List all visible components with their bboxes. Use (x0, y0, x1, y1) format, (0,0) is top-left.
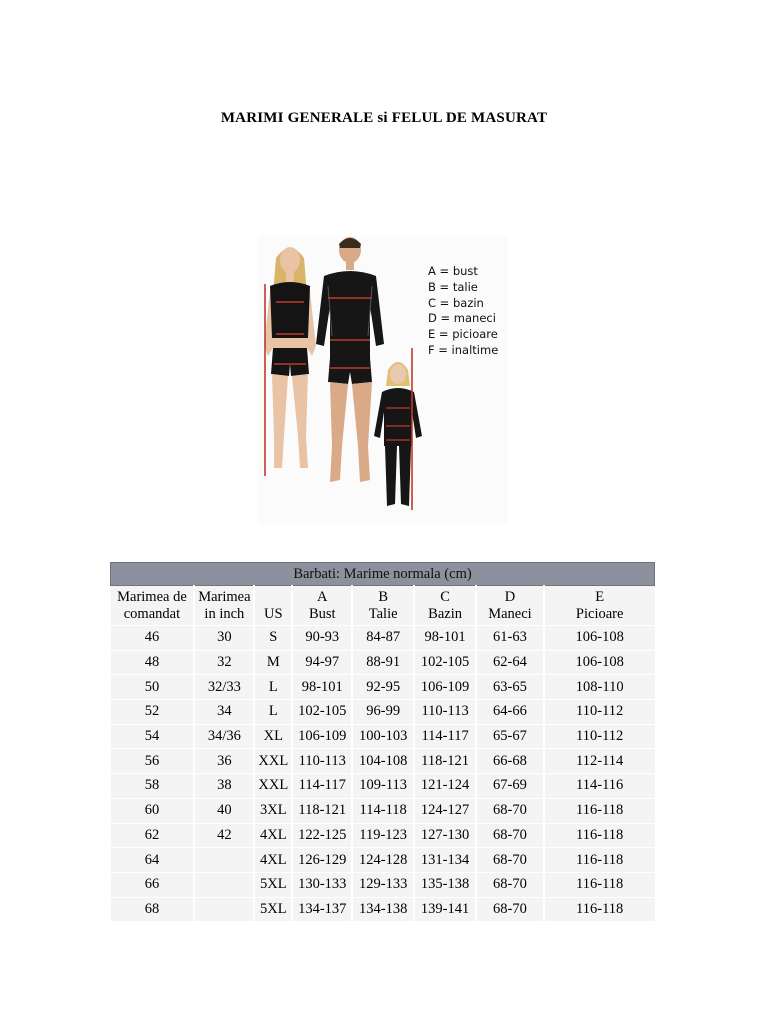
cell-inch-size: 36 (194, 749, 254, 774)
cell-sleeves: 64-66 (476, 700, 544, 725)
cell-hips: 114-117 (414, 724, 476, 749)
cell-us-size: XL (254, 724, 292, 749)
cell-bust: 134-137 (292, 897, 352, 922)
cell-order-size: 68 (111, 897, 195, 922)
cell-inch-size: 38 (194, 774, 254, 799)
cell-order-size: 52 (111, 700, 195, 725)
header-bust: A Bust (292, 586, 352, 626)
cell-bust: 122-125 (292, 823, 352, 848)
cell-waist: 119-123 (352, 823, 414, 848)
cell-inch-size: 32/33 (194, 675, 254, 700)
table-row (111, 724, 655, 749)
cell-legs: 106-108 (544, 626, 655, 651)
cell-waist: 104-108 (352, 749, 414, 774)
table-row (111, 823, 655, 848)
table-caption-row (111, 563, 655, 586)
cell-order-size: 64 (111, 848, 195, 873)
table-row (111, 774, 655, 799)
cell-inch-size: 32 (194, 650, 254, 675)
cell-bust: 102-105 (292, 700, 352, 725)
table-row (111, 897, 655, 922)
cell-waist: 92-95 (352, 675, 414, 700)
cell-us-size: L (254, 700, 292, 725)
cell-hips: 98-101 (414, 626, 476, 651)
cell-bust: 110-113 (292, 749, 352, 774)
table-row (111, 700, 655, 725)
cell-hips: 131-134 (414, 848, 476, 873)
cell-us-size: 3XL (254, 798, 292, 823)
cell-hips: 110-113 (414, 700, 476, 725)
cell-inch-size (194, 848, 254, 873)
cell-bust: 94-97 (292, 650, 352, 675)
cell-us-size: 4XL (254, 848, 292, 873)
cell-bust: 90-93 (292, 626, 352, 651)
cell-hips: 124-127 (414, 798, 476, 823)
cell-sleeves: 68-70 (476, 823, 544, 848)
cell-waist: 124-128 (352, 848, 414, 873)
cell-us-size: 4XL (254, 823, 292, 848)
cell-waist: 84-87 (352, 626, 414, 651)
cell-inch-size: 30 (194, 626, 254, 651)
cell-waist: 114-118 (352, 798, 414, 823)
cell-hips: 118-121 (414, 749, 476, 774)
cell-waist: 96-99 (352, 700, 414, 725)
table-row (111, 626, 655, 651)
cell-us-size: L (254, 675, 292, 700)
cell-waist: 134-138 (352, 897, 414, 922)
header-hips: C Bazin (414, 586, 476, 626)
cell-hips: 127-130 (414, 823, 476, 848)
cell-bust: 114-117 (292, 774, 352, 799)
legend-item-legs: E = picioare (428, 327, 498, 342)
legend-item-bust: A = bust (428, 264, 478, 278)
cell-us-size: XXL (254, 749, 292, 774)
cell-order-size: 66 (111, 872, 195, 897)
cell-legs: 116-118 (544, 872, 655, 897)
cell-legs: 112-114 (544, 749, 655, 774)
legend-item-height: F = inaltime (428, 342, 499, 357)
measurement-legend (428, 264, 498, 359)
document-title: MARIMI GENERALE si FELUL DE MASURAT (220, 110, 548, 126)
cell-sleeves: 68-70 (476, 872, 544, 897)
cell-waist: 129-133 (352, 872, 414, 897)
cell-waist: 109-113 (352, 774, 414, 799)
cell-bust: 130-133 (292, 872, 352, 897)
table-header-row (111, 586, 655, 626)
header-inch-size: Marimea in inch (194, 586, 254, 626)
cell-inch-size (194, 897, 254, 922)
cell-inch-size: 42 (194, 823, 254, 848)
table-row (111, 650, 655, 675)
cell-bust: 106-109 (292, 724, 352, 749)
table-row (111, 798, 655, 823)
header-legs: E Picioare (544, 586, 655, 626)
header-waist: B Talie (352, 586, 414, 626)
cell-inch-size: 34 (194, 700, 254, 725)
cell-sleeves: 63-65 (476, 675, 544, 700)
cell-order-size: 54 (111, 724, 195, 749)
cell-inch-size: 40 (194, 798, 254, 823)
cell-sleeves: 68-70 (476, 897, 544, 922)
cell-us-size: XXL (254, 774, 292, 799)
table-caption: Barbati: Marime normala (cm) (111, 563, 655, 586)
cell-sleeves: 62-64 (476, 650, 544, 675)
header-us-size: US (254, 586, 292, 626)
cell-order-size: 50 (111, 675, 195, 700)
size-table (110, 562, 655, 922)
table-row (111, 848, 655, 873)
cell-hips: 135-138 (414, 872, 476, 897)
cell-bust: 126-129 (292, 848, 352, 873)
child-figure (374, 348, 422, 510)
cell-order-size: 60 (111, 798, 195, 823)
cell-legs: 106-108 (544, 650, 655, 675)
cell-order-size: 56 (111, 749, 195, 774)
cell-legs: 116-118 (544, 823, 655, 848)
cell-hips: 139-141 (414, 897, 476, 922)
header-sleeves: D Maneci (476, 586, 544, 626)
man-figure (316, 237, 384, 482)
cell-legs: 114-116 (544, 774, 655, 799)
cell-waist: 88-91 (352, 650, 414, 675)
legend-item-hips: C = bazin (428, 295, 484, 310)
cell-legs: 108-110 (544, 675, 655, 700)
cell-sleeves: 61-63 (476, 626, 544, 651)
cell-sleeves: 66-68 (476, 749, 544, 774)
cell-order-size: 48 (111, 650, 195, 675)
cell-us-size: 5XL (254, 872, 292, 897)
cell-sleeves: 68-70 (476, 848, 544, 873)
cell-inch-size (194, 872, 254, 897)
woman-figure (264, 247, 316, 476)
cell-sleeves: 68-70 (476, 798, 544, 823)
cell-us-size: S (254, 626, 292, 651)
cell-legs: 110-112 (544, 724, 655, 749)
cell-order-size: 58 (111, 774, 195, 799)
cell-inch-size: 34/36 (194, 724, 254, 749)
cell-us-size: 5XL (254, 897, 292, 922)
cell-legs: 110-112 (544, 700, 655, 725)
cell-order-size: 46 (111, 626, 195, 651)
cell-order-size: 62 (111, 823, 195, 848)
cell-hips: 121-124 (414, 774, 476, 799)
cell-hips: 106-109 (414, 675, 476, 700)
cell-legs: 116-118 (544, 897, 655, 922)
cell-us-size: M (254, 650, 292, 675)
legend-item-waist: B = talie (428, 279, 478, 294)
table-row (111, 749, 655, 774)
cell-legs: 116-118 (544, 798, 655, 823)
cell-bust: 98-101 (292, 675, 352, 700)
cell-waist: 100-103 (352, 724, 414, 749)
cell-legs: 116-118 (544, 848, 655, 873)
header-order-size: Marimea de comandat (111, 586, 195, 626)
legend-item-sleeves: D = maneci (428, 311, 496, 326)
table-row (111, 872, 655, 897)
cell-sleeves: 67-69 (476, 774, 544, 799)
table-row (111, 675, 655, 700)
cell-hips: 102-105 (414, 650, 476, 675)
cell-bust: 118-121 (292, 798, 352, 823)
cell-sleeves: 65-67 (476, 724, 544, 749)
